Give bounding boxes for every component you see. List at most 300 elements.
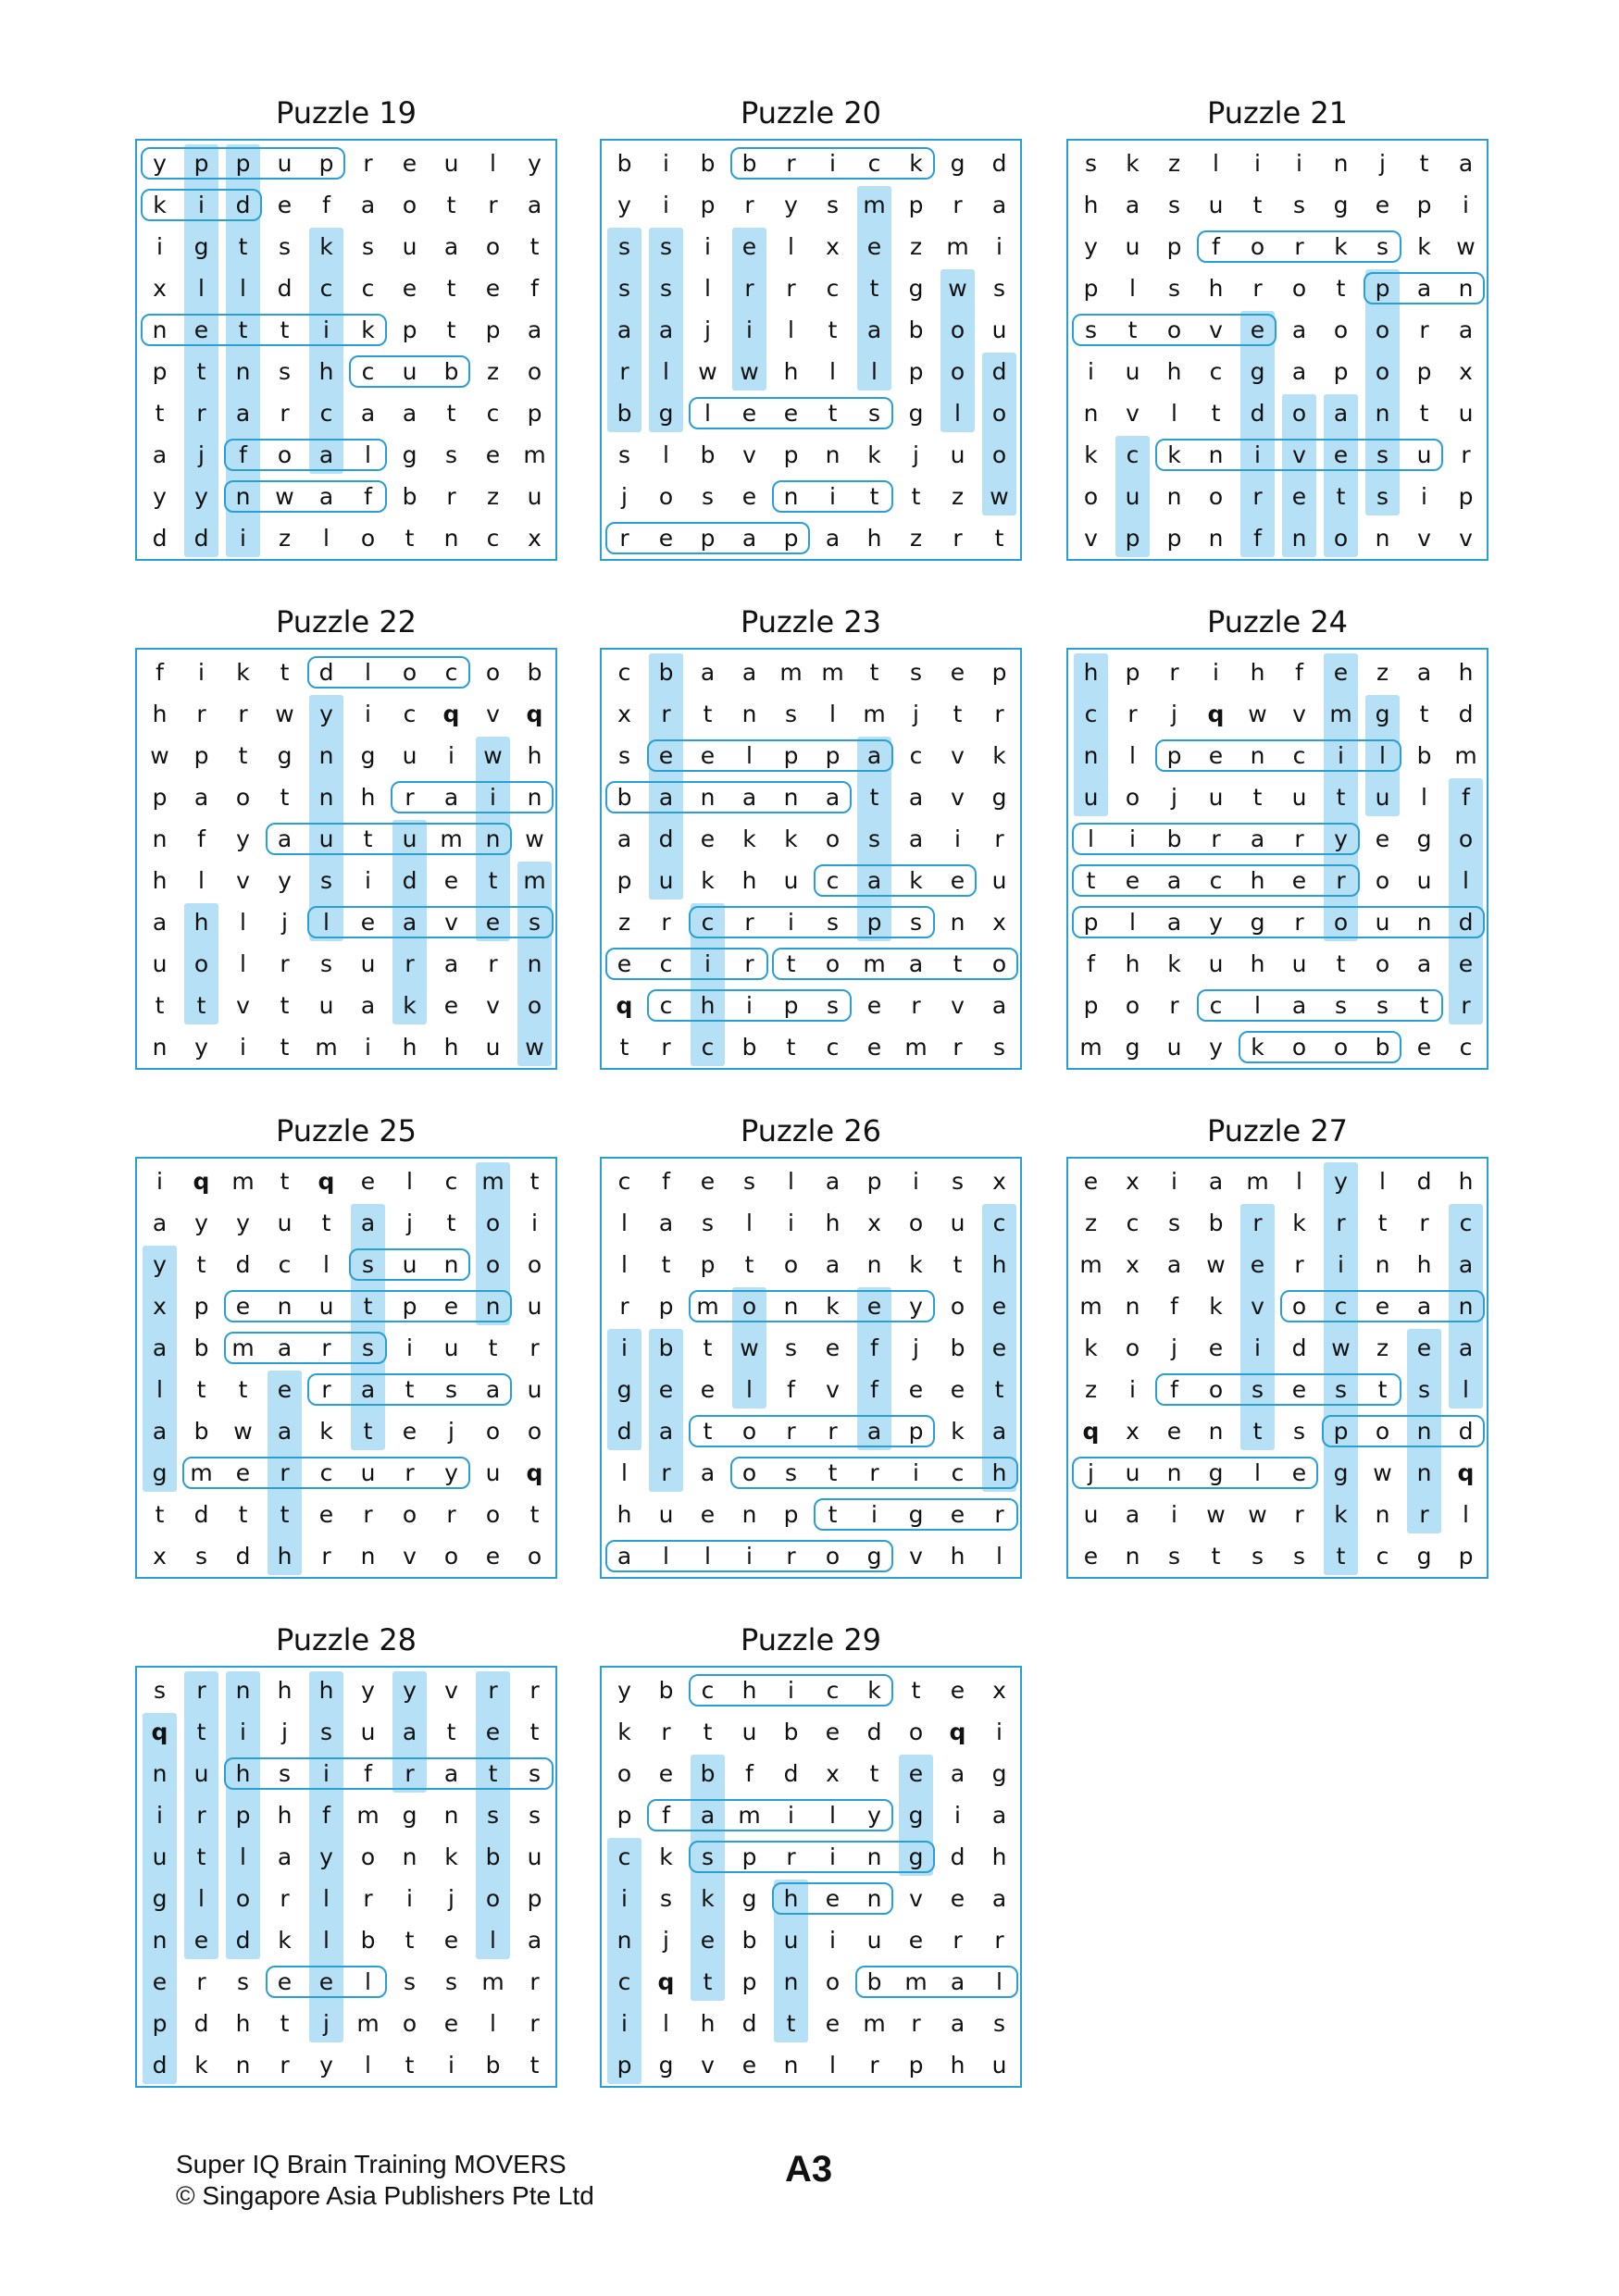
grid-letter: r	[1252, 483, 1263, 510]
grid-letter: i	[704, 233, 711, 260]
grid-letter: y	[319, 1843, 333, 1870]
grid-letter: a	[402, 909, 417, 936]
grid-letter: d	[741, 2010, 757, 2037]
grid-letter: i	[240, 1034, 246, 1061]
grid-letter: e	[866, 1293, 882, 1320]
grid-letter: i	[746, 992, 753, 1019]
grid-letter: n	[318, 784, 334, 811]
grid-letter: v	[1459, 525, 1473, 552]
grid-letter: l	[406, 1168, 413, 1195]
grid-letter: n	[527, 784, 542, 811]
grid-letter: f	[364, 483, 372, 510]
grid-letter: r	[786, 1543, 796, 1570]
grid-letter: a	[991, 192, 1007, 218]
grid-letter: k	[1209, 1293, 1223, 1320]
grid-letter: k	[659, 1843, 673, 1870]
grid-letter: n	[1250, 742, 1265, 769]
grid-letter: r	[280, 1459, 290, 1486]
grid-letter: l	[663, 2010, 669, 2037]
grid-letter: s	[1376, 483, 1389, 510]
grid-letter: o	[1375, 358, 1390, 385]
grid-letter: o	[1291, 400, 1307, 427]
grid-letter: r	[405, 950, 415, 977]
grid-letter: e	[318, 1501, 334, 1528]
grid-letter: h	[991, 1843, 1007, 1870]
grid-letter: f	[530, 275, 539, 302]
grid-letter: r	[1252, 1210, 1263, 1236]
grid-letter: e	[908, 1927, 924, 1954]
grid-letter: i	[746, 316, 753, 343]
grid-letter: q	[657, 1968, 675, 1995]
grid-letter: s	[444, 441, 458, 468]
grid-letter: k	[1334, 1501, 1348, 1528]
grid-letter: n	[1375, 1501, 1390, 1528]
letter-grid	[1066, 1157, 1488, 1579]
grid-letter: r	[196, 400, 206, 427]
grid-letter: t	[196, 358, 206, 385]
grid-letter: a	[152, 909, 168, 936]
grid-letter: c	[826, 1034, 840, 1061]
grid-letter: o	[783, 1251, 799, 1278]
grid-letter: b	[616, 400, 632, 427]
grid-letter: u	[783, 1927, 799, 1954]
grid-letter: i	[448, 2052, 455, 2079]
grid-letter: r	[1169, 659, 1179, 686]
grid-letter: v	[951, 784, 965, 811]
grid-letter: u	[402, 825, 417, 852]
grid-letter: v	[951, 992, 965, 1019]
grid-letter: x	[867, 1210, 881, 1236]
grid-letter: a	[318, 483, 334, 510]
grid-letter: t	[529, 1501, 540, 1528]
grid-letter: j	[1088, 1459, 1094, 1486]
grid-letter: a	[485, 1376, 501, 1403]
grid-letter: r	[994, 701, 1004, 727]
grid-letter: m	[523, 441, 546, 468]
grid-letter: t	[196, 992, 206, 1019]
grid-letter: e	[485, 1543, 501, 1570]
grid-letter: o	[527, 1251, 542, 1278]
letter-grid	[135, 1666, 557, 2088]
grid-letter: p	[741, 1843, 757, 1870]
grid-letter: t	[1419, 150, 1429, 177]
grid-letter: g	[658, 2052, 674, 2079]
grid-letter: m	[231, 1168, 255, 1195]
grid-letter: z	[1376, 1334, 1389, 1361]
grid-letter: t	[1336, 275, 1346, 302]
grid-letter: a	[1291, 316, 1307, 343]
grid-letter: i	[913, 1459, 919, 1486]
grid-letter: i	[788, 1677, 794, 1704]
grid-letter: s	[909, 909, 923, 936]
grid-letter: f	[870, 1376, 878, 1403]
grid-letter: o	[1125, 784, 1140, 811]
grid-letter: b	[783, 1719, 799, 1745]
grid-letter: h	[193, 909, 209, 936]
grid-letter: e	[1250, 1251, 1265, 1278]
grid-letter: t	[1377, 1210, 1388, 1236]
grid-letter: t	[828, 400, 838, 427]
grid-letter: p	[1125, 659, 1140, 686]
grid-letter: v	[701, 2052, 715, 2079]
grid-letter: n	[1083, 400, 1099, 427]
grid-letter: i	[704, 950, 711, 977]
grid-letter: f	[662, 1168, 670, 1195]
grid-letter: t	[196, 1719, 206, 1745]
grid-letter: g	[741, 1885, 757, 1912]
grid-letter: l	[954, 400, 961, 427]
grid-letter: c	[1376, 1543, 1389, 1570]
grid-letter: p	[152, 358, 168, 385]
grid-letter: z	[909, 233, 923, 260]
grid-letter: n	[1458, 275, 1474, 302]
grid-letter: n	[783, 483, 799, 510]
grid-letter: l	[490, 150, 496, 177]
grid-letter: k	[784, 825, 798, 852]
grid-letter: m	[904, 1034, 928, 1061]
grid-letter: s	[528, 909, 542, 936]
grid-letter: e	[443, 1927, 459, 1954]
grid-letter: l	[746, 1376, 753, 1403]
grid-letter: t	[446, 400, 456, 427]
grid-letter: g	[950, 150, 965, 177]
grid-letter: a	[1458, 1251, 1474, 1278]
grid-letter: m	[1454, 742, 1477, 769]
grid-letter: u	[402, 358, 417, 385]
grid-letter: s	[403, 1968, 417, 1995]
grid-letter: u	[1375, 784, 1390, 811]
grid-letter: q	[318, 1168, 335, 1195]
grid-letter: j	[406, 1210, 413, 1236]
grid-letter: r	[619, 525, 629, 552]
grid-letter: l	[156, 1376, 163, 1403]
grid-letter: e	[1208, 1334, 1224, 1361]
grid-letter: b	[866, 1968, 882, 1995]
grid-letter: n	[485, 1293, 501, 1320]
grid-letter: v	[486, 701, 500, 727]
grid-letter: g	[360, 742, 376, 769]
grid-letter: o	[1333, 525, 1349, 552]
grid-letter: t	[238, 316, 248, 343]
grid-letter: t	[238, 1501, 248, 1528]
grid-letter: k	[1167, 950, 1181, 977]
grid-letter: p	[991, 659, 1007, 686]
grid-letter: a	[825, 525, 841, 552]
grid-letter: k	[1126, 150, 1140, 177]
grid-letter: c	[826, 1677, 840, 1704]
grid-letter: r	[869, 1459, 879, 1486]
grid-letter: i	[1129, 825, 1136, 852]
grid-letter: r	[1294, 1501, 1304, 1528]
grid-letter: a	[658, 1210, 674, 1236]
grid-letter: s	[319, 867, 333, 894]
grid-letter: k	[867, 441, 881, 468]
grid-letter: z	[617, 909, 631, 936]
grid-letter: d	[193, 525, 209, 552]
grid-letter: n	[1166, 483, 1182, 510]
grid-letter: v	[1084, 525, 1098, 552]
grid-letter: a	[866, 742, 882, 769]
grid-letter: l	[365, 441, 371, 468]
grid-letter: i	[954, 1802, 961, 1829]
grid-letter: b	[485, 1843, 501, 1870]
grid-letter: c	[826, 275, 840, 302]
grid-letter: o	[527, 358, 542, 385]
grid-letter: p	[1166, 233, 1182, 260]
grid-letter: e	[1416, 1334, 1432, 1361]
grid-letter: a	[866, 316, 882, 343]
grid-letter: o	[1250, 233, 1265, 260]
grid-letter: z	[278, 525, 292, 552]
grid-letter: e	[318, 1968, 334, 1995]
grid-letter: e	[1416, 1034, 1432, 1061]
grid-letter: w	[1248, 1501, 1267, 1528]
grid-letter: q	[616, 992, 633, 1019]
grid-letter: r	[661, 1034, 671, 1061]
grid-letter: n	[235, 358, 251, 385]
grid-letter: j	[281, 1719, 288, 1745]
grid-letter: s	[826, 909, 840, 936]
grid-letter: d	[1458, 909, 1474, 936]
grid-letter: g	[1333, 192, 1349, 218]
grid-letter: v	[236, 992, 250, 1019]
grid-letter: x	[1126, 1418, 1140, 1445]
grid-letter: u	[443, 150, 459, 177]
grid-letter: o	[1208, 1376, 1224, 1403]
grid-letter: t	[1211, 400, 1221, 427]
grid-letter: a	[360, 992, 376, 1019]
grid-letter: y	[236, 825, 250, 852]
grid-letter: t	[155, 400, 165, 427]
grid-letter: m	[779, 659, 803, 686]
grid-letter: o	[1125, 992, 1140, 1019]
grid-letter: x	[992, 1677, 1006, 1704]
grid-letter: b	[700, 441, 716, 468]
grid-letter: m	[946, 233, 969, 260]
grid-letter: j	[448, 1418, 455, 1445]
grid-letter: t	[786, 2010, 796, 2037]
grid-letter: c	[1126, 441, 1140, 468]
grid-letter: a	[658, 316, 674, 343]
grid-letter: b	[1375, 1034, 1390, 1061]
grid-letter: a	[1125, 192, 1140, 218]
grid-letter: w	[1373, 1459, 1392, 1486]
grid-letter: c	[1084, 701, 1098, 727]
grid-letter: y	[444, 1459, 458, 1486]
grid-letter: z	[486, 483, 500, 510]
grid-letter: n	[1375, 400, 1390, 427]
grid-letter: j	[1379, 150, 1386, 177]
grid-letter: r	[994, 1501, 1004, 1528]
grid-letter: i	[198, 192, 205, 218]
grid-letter: p	[783, 1501, 799, 1528]
grid-letter: o	[1291, 1293, 1307, 1320]
grid-letter: t	[280, 659, 290, 686]
grid-letter: r	[661, 701, 671, 727]
grid-letter: e	[1333, 659, 1349, 686]
grid-letter: h	[700, 992, 716, 1019]
grid-letter: q	[526, 701, 543, 727]
grid-letter: x	[826, 233, 840, 260]
grid-letter: c	[659, 992, 673, 1019]
grid-letter: y	[236, 1210, 250, 1236]
grid-letter: c	[617, 1843, 631, 1870]
grid-letter: j	[704, 316, 711, 343]
grid-letter: f	[1295, 659, 1303, 686]
grid-letter: i	[1421, 483, 1427, 510]
grid-letter: s	[236, 1968, 250, 1995]
grid-letter: p	[1166, 742, 1182, 769]
grid-letter: p	[152, 784, 168, 811]
grid-letter: i	[788, 909, 794, 936]
grid-letter: i	[1129, 1376, 1136, 1403]
grid-letter: c	[992, 1210, 1006, 1236]
grid-letter: g	[1333, 1459, 1349, 1486]
grid-letter: a	[1458, 150, 1474, 177]
grid-letter: d	[950, 1843, 965, 1870]
grid-letter: j	[281, 909, 288, 936]
grid-letter: q	[526, 1459, 543, 1486]
grid-letter: n	[866, 1885, 882, 1912]
grid-letter: j	[1171, 701, 1177, 727]
grid-letter: b	[443, 358, 459, 385]
grid-letter: t	[405, 1376, 415, 1403]
grid-letter: p	[235, 1802, 251, 1829]
grid-letter: a	[1125, 1501, 1140, 1528]
grid-letter: t	[488, 867, 498, 894]
grid-letter: d	[235, 1251, 251, 1278]
grid-letter: o	[1375, 867, 1390, 894]
grid-letter: l	[365, 1968, 371, 1995]
grid-letter: o	[1083, 483, 1099, 510]
grid-letter: l	[746, 742, 753, 769]
grid-letter: s	[1251, 1376, 1264, 1403]
grid-letter: b	[700, 150, 716, 177]
grid-letter: u	[527, 1376, 542, 1403]
grid-letter: a	[360, 192, 376, 218]
grid-letter: n	[443, 525, 459, 552]
grid-letter: i	[829, 1843, 836, 1870]
grid-letter: a	[616, 825, 632, 852]
grid-letter: t	[994, 525, 1004, 552]
grid-letter: g	[1125, 1034, 1140, 1061]
grid-letter: c	[617, 659, 631, 686]
grid-letter: h	[1208, 275, 1224, 302]
grid-letter: n	[1208, 525, 1224, 552]
grid-letter: d	[402, 867, 417, 894]
grid-letter: i	[156, 233, 163, 260]
grid-letter: y	[1334, 825, 1348, 852]
grid-letter: p	[908, 2052, 924, 2079]
grid-letter: e	[950, 1885, 965, 1912]
grid-letter: a	[1416, 275, 1432, 302]
grid-letter: d	[318, 659, 334, 686]
grid-letter: q	[949, 1719, 966, 1745]
grid-letter: s	[867, 400, 881, 427]
grid-letter: o	[402, 192, 417, 218]
grid-letter: o	[1375, 1418, 1390, 1445]
grid-letter: z	[1376, 659, 1389, 686]
grid-letter: x	[1459, 358, 1473, 385]
grid-letter: c	[1126, 1210, 1140, 1236]
grid-letter: p	[1166, 525, 1182, 552]
grid-letter: k	[1417, 233, 1431, 260]
grid-letter: t	[828, 1501, 838, 1528]
grid-letter: t	[869, 275, 879, 302]
grid-letter: d	[193, 2010, 209, 2037]
grid-letter: q	[1457, 1459, 1475, 1486]
grid-letter: r	[1461, 992, 1471, 1019]
grid-letter: a	[277, 1418, 293, 1445]
grid-letter: e	[950, 1376, 965, 1403]
grid-letter: w	[1206, 1251, 1226, 1278]
grid-letter: l	[1254, 992, 1261, 1019]
grid-letter: r	[1336, 1210, 1346, 1236]
grid-letter: m	[523, 867, 546, 894]
grid-letter: r	[196, 701, 206, 727]
grid-letter: h	[991, 1251, 1007, 1278]
grid-letter: u	[1291, 784, 1307, 811]
grid-letter: s	[444, 1376, 458, 1403]
grid-letter: c	[701, 909, 715, 936]
grid-letter: w	[275, 701, 294, 727]
grid-letter: e	[908, 1760, 924, 1787]
grid-letter: r	[196, 1802, 206, 1829]
grid-letter: l	[1379, 1168, 1386, 1195]
grid-letter: c	[486, 525, 500, 552]
grid-letter: v	[444, 909, 458, 936]
grid-letter: p	[616, 1802, 632, 1829]
grid-letter: t	[1336, 1543, 1346, 1570]
grid-letter: e	[485, 1719, 501, 1745]
grid-letter: r	[1294, 909, 1304, 936]
grid-letter: t	[363, 825, 373, 852]
grid-letter: u	[1208, 950, 1224, 977]
grid-letter: y	[909, 1293, 923, 1320]
grid-letter: w	[1456, 233, 1476, 260]
grid-letter: u	[277, 150, 293, 177]
grid-letter: q	[1082, 1418, 1100, 1445]
letter-grid	[135, 648, 557, 1070]
grid-letter: p	[700, 525, 716, 552]
grid-letter: p	[1416, 358, 1432, 385]
grid-letter: p	[1458, 1543, 1474, 1570]
grid-letter: o	[402, 2010, 417, 2037]
grid-letter: r	[1419, 1501, 1429, 1528]
grid-letter: o	[360, 1843, 376, 1870]
grid-letter: z	[486, 358, 500, 385]
letter-grid	[600, 1157, 1022, 1579]
grid-letter: s	[742, 1168, 756, 1195]
grid-letter: a	[402, 400, 417, 427]
grid-letter: o	[1166, 316, 1182, 343]
grid-letter: v	[1126, 400, 1140, 427]
grid-letter: s	[1167, 275, 1181, 302]
grid-letter: o	[1291, 1034, 1307, 1061]
grid-letter: k	[951, 1418, 965, 1445]
grid-letter: t	[1336, 483, 1346, 510]
grid-letter: h	[235, 1760, 251, 1787]
grid-letter: r	[529, 1677, 540, 1704]
grid-letter: i	[829, 1927, 836, 1954]
grid-letter: f	[870, 1334, 878, 1361]
grid-letter: l	[198, 275, 205, 302]
grid-letter: c	[403, 701, 417, 727]
grid-letter: r	[786, 1418, 796, 1445]
grid-letter: o	[485, 659, 501, 686]
grid-letter: b	[1208, 1210, 1224, 1236]
grid-letter: a	[658, 784, 674, 811]
